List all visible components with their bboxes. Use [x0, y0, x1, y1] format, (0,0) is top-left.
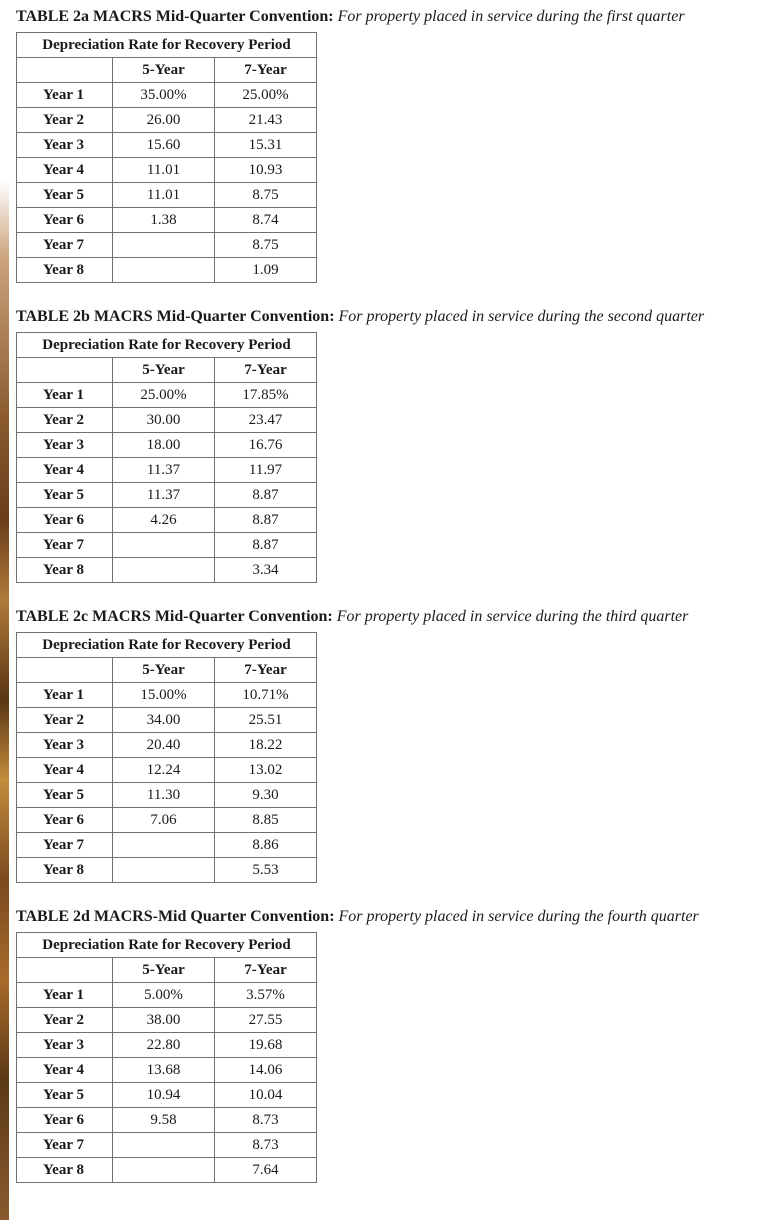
five-year-rate: [113, 1133, 215, 1158]
column-header: 7-Year: [215, 658, 317, 683]
table-row: [17, 833, 317, 858]
five-year-rate: 1.38: [113, 208, 215, 233]
seven-year-rate: 13.02: [215, 758, 317, 783]
table-row: [17, 483, 317, 508]
five-year-rate: 26.00: [113, 108, 215, 133]
table-title: TABLE 2b MACRS Mid-Quarter Convention:: [16, 308, 335, 325]
five-year-rate: 22.80: [113, 1033, 215, 1058]
table-row: [17, 858, 317, 883]
year-label: Year 7: [17, 833, 113, 858]
year-label: Year 8: [17, 558, 113, 583]
table-row: [17, 783, 317, 808]
seven-year-rate: 14.06: [215, 1058, 317, 1083]
table-row: [17, 508, 317, 533]
table-row: [17, 708, 317, 733]
seven-year-rate: 3.34: [215, 558, 317, 583]
table-row: [17, 1058, 317, 1083]
table-row: [17, 433, 317, 458]
year-label: Year 1: [17, 683, 113, 708]
year-label: Year 3: [17, 1033, 113, 1058]
seven-year-rate: 15.31: [215, 133, 317, 158]
group-header-row: [17, 333, 317, 358]
table-row: [17, 108, 317, 133]
five-year-rate: 35.00%: [113, 83, 215, 108]
five-year-rate: 15.60: [113, 133, 215, 158]
table-row: [17, 1008, 317, 1033]
table-row: [17, 258, 317, 283]
five-year-rate: 13.68: [113, 1058, 215, 1083]
five-year-rate: 38.00: [113, 1008, 215, 1033]
column-header: 7-Year: [215, 58, 317, 83]
five-year-rate: 9.58: [113, 1108, 215, 1133]
five-year-rate: 10.94: [113, 1083, 215, 1108]
group-header-row: [17, 933, 317, 958]
year-label: Year 6: [17, 508, 113, 533]
column-header-row: [17, 358, 317, 383]
table-title: TABLE 2c MACRS Mid-Quarter Convention:: [16, 608, 333, 625]
year-label: Year 6: [17, 1108, 113, 1133]
five-year-rate: 11.30: [113, 783, 215, 808]
table-2a-section: [16, 8, 756, 278]
table-row: [17, 133, 317, 158]
five-year-rate: [113, 833, 215, 858]
year-label: Year 8: [17, 1158, 113, 1183]
group-header: Depreciation Rate for Recovery Period: [17, 933, 317, 958]
table-caption: [16, 908, 756, 926]
empty-header-cell: [17, 58, 113, 83]
year-label: Year 1: [17, 383, 113, 408]
column-header: 5-Year: [113, 358, 215, 383]
seven-year-rate: 17.85%: [215, 383, 317, 408]
seven-year-rate: 16.76: [215, 433, 317, 458]
column-header: 7-Year: [215, 958, 317, 983]
table-row: [17, 208, 317, 233]
year-label: Year 1: [17, 83, 113, 108]
group-header-row: [17, 633, 317, 658]
five-year-rate: [113, 258, 215, 283]
year-label: Year 3: [17, 133, 113, 158]
empty-header-cell: [17, 358, 113, 383]
five-year-rate: [113, 858, 215, 883]
table-caption: [16, 308, 756, 326]
five-year-rate: 7.06: [113, 808, 215, 833]
seven-year-rate: 25.00%: [215, 83, 317, 108]
table-subtitle: For property placed in service during the third quarter: [336, 608, 689, 625]
five-year-rate: 11.37: [113, 458, 215, 483]
seven-year-rate: 8.86: [215, 833, 317, 858]
table-row: [17, 758, 317, 783]
table-row: [17, 183, 317, 208]
table-row: [17, 1133, 317, 1158]
five-year-rate: 20.40: [113, 733, 215, 758]
column-header: 5-Year: [113, 658, 215, 683]
seven-year-rate: 7.64: [215, 1158, 317, 1183]
five-year-rate: 11.01: [113, 158, 215, 183]
group-header: Depreciation Rate for Recovery Period: [17, 633, 317, 658]
year-label: Year 7: [17, 1133, 113, 1158]
empty-header-cell: [17, 958, 113, 983]
table-title: TABLE 2a MACRS Mid-Quarter Convention:: [16, 8, 334, 25]
table-row: [17, 458, 317, 483]
column-header: 5-Year: [113, 58, 215, 83]
five-year-rate: [113, 233, 215, 258]
table-row: [17, 808, 317, 833]
year-label: Year 8: [17, 858, 113, 883]
five-year-rate: 34.00: [113, 708, 215, 733]
depreciation-table: [16, 632, 317, 883]
year-label: Year 5: [17, 783, 113, 808]
column-header-row: [17, 958, 317, 983]
five-year-rate: 30.00: [113, 408, 215, 433]
five-year-rate: 12.24: [113, 758, 215, 783]
seven-year-rate: 8.75: [215, 183, 317, 208]
column-header: 7-Year: [215, 358, 317, 383]
year-label: Year 5: [17, 183, 113, 208]
five-year-rate: 25.00%: [113, 383, 215, 408]
year-label: Year 3: [17, 733, 113, 758]
five-year-rate: [113, 558, 215, 583]
year-label: Year 3: [17, 433, 113, 458]
year-label: Year 5: [17, 483, 113, 508]
five-year-rate: 15.00%: [113, 683, 215, 708]
empty-header-cell: [17, 658, 113, 683]
year-label: Year 4: [17, 158, 113, 183]
five-year-rate: 11.01: [113, 183, 215, 208]
seven-year-rate: 10.04: [215, 1083, 317, 1108]
table-row: [17, 83, 317, 108]
table-row: [17, 1083, 317, 1108]
depreciation-table: [16, 332, 317, 583]
table-row: [17, 383, 317, 408]
seven-year-rate: 5.53: [215, 858, 317, 883]
table-2c-section: [16, 608, 756, 878]
seven-year-rate: 18.22: [215, 733, 317, 758]
table-2d-section: [16, 908, 756, 1178]
seven-year-rate: 10.93: [215, 158, 317, 183]
table-row: [17, 408, 317, 433]
year-label: Year 6: [17, 208, 113, 233]
five-year-rate: [113, 533, 215, 558]
seven-year-rate: 1.09: [215, 258, 317, 283]
year-label: Year 6: [17, 808, 113, 833]
year-label: Year 2: [17, 108, 113, 133]
five-year-rate: 4.26: [113, 508, 215, 533]
seven-year-rate: 25.51: [215, 708, 317, 733]
seven-year-rate: 8.85: [215, 808, 317, 833]
table-row: [17, 983, 317, 1008]
table-subtitle: For property placed in service during the second quarter: [338, 308, 705, 325]
year-label: Year 7: [17, 233, 113, 258]
column-header-row: [17, 58, 317, 83]
year-label: Year 4: [17, 458, 113, 483]
five-year-rate: 11.37: [113, 483, 215, 508]
seven-year-rate: 8.73: [215, 1133, 317, 1158]
year-label: Year 4: [17, 758, 113, 783]
seven-year-rate: 3.57%: [215, 983, 317, 1008]
depreciation-table: [16, 32, 317, 283]
five-year-rate: 5.00%: [113, 983, 215, 1008]
table-row: [17, 558, 317, 583]
five-year-rate: [113, 1158, 215, 1183]
seven-year-rate: 8.87: [215, 508, 317, 533]
table-row: [17, 1158, 317, 1183]
seven-year-rate: 8.74: [215, 208, 317, 233]
table-row: [17, 158, 317, 183]
table-subtitle: For property placed in service during the first quarter: [337, 8, 685, 25]
year-label: Year 5: [17, 1083, 113, 1108]
five-year-rate: 18.00: [113, 433, 215, 458]
seven-year-rate: 19.68: [215, 1033, 317, 1058]
seven-year-rate: 21.43: [215, 108, 317, 133]
table-caption: [16, 608, 756, 626]
year-label: Year 4: [17, 1058, 113, 1083]
table-row: [17, 683, 317, 708]
year-label: Year 2: [17, 708, 113, 733]
table-title: TABLE 2d MACRS-Mid Quarter Convention:: [16, 908, 335, 925]
seven-year-rate: 8.75: [215, 233, 317, 258]
year-label: Year 1: [17, 983, 113, 1008]
table-row: [17, 533, 317, 558]
seven-year-rate: 8.87: [215, 533, 317, 558]
group-header-row: [17, 33, 317, 58]
column-header-row: [17, 658, 317, 683]
table-2b-section: [16, 308, 756, 578]
year-label: Year 8: [17, 258, 113, 283]
background-photo-strip: [0, 0, 9, 1220]
depreciation-table: [16, 932, 317, 1183]
group-header: Depreciation Rate for Recovery Period: [17, 333, 317, 358]
group-header: Depreciation Rate for Recovery Period: [17, 33, 317, 58]
table-row: [17, 1033, 317, 1058]
seven-year-rate: 9.30: [215, 783, 317, 808]
year-label: Year 2: [17, 1008, 113, 1033]
seven-year-rate: 11.97: [215, 458, 317, 483]
seven-year-rate: 8.87: [215, 483, 317, 508]
table-row: [17, 233, 317, 258]
column-header: 5-Year: [113, 958, 215, 983]
table-row: [17, 733, 317, 758]
seven-year-rate: 23.47: [215, 408, 317, 433]
seven-year-rate: 27.55: [215, 1008, 317, 1033]
table-caption: [16, 8, 756, 26]
table-row: [17, 1108, 317, 1133]
table-subtitle: For property placed in service during the fourth quarter: [338, 908, 699, 925]
seven-year-rate: 8.73: [215, 1108, 317, 1133]
year-label: Year 2: [17, 408, 113, 433]
year-label: Year 7: [17, 533, 113, 558]
seven-year-rate: 10.71%: [215, 683, 317, 708]
